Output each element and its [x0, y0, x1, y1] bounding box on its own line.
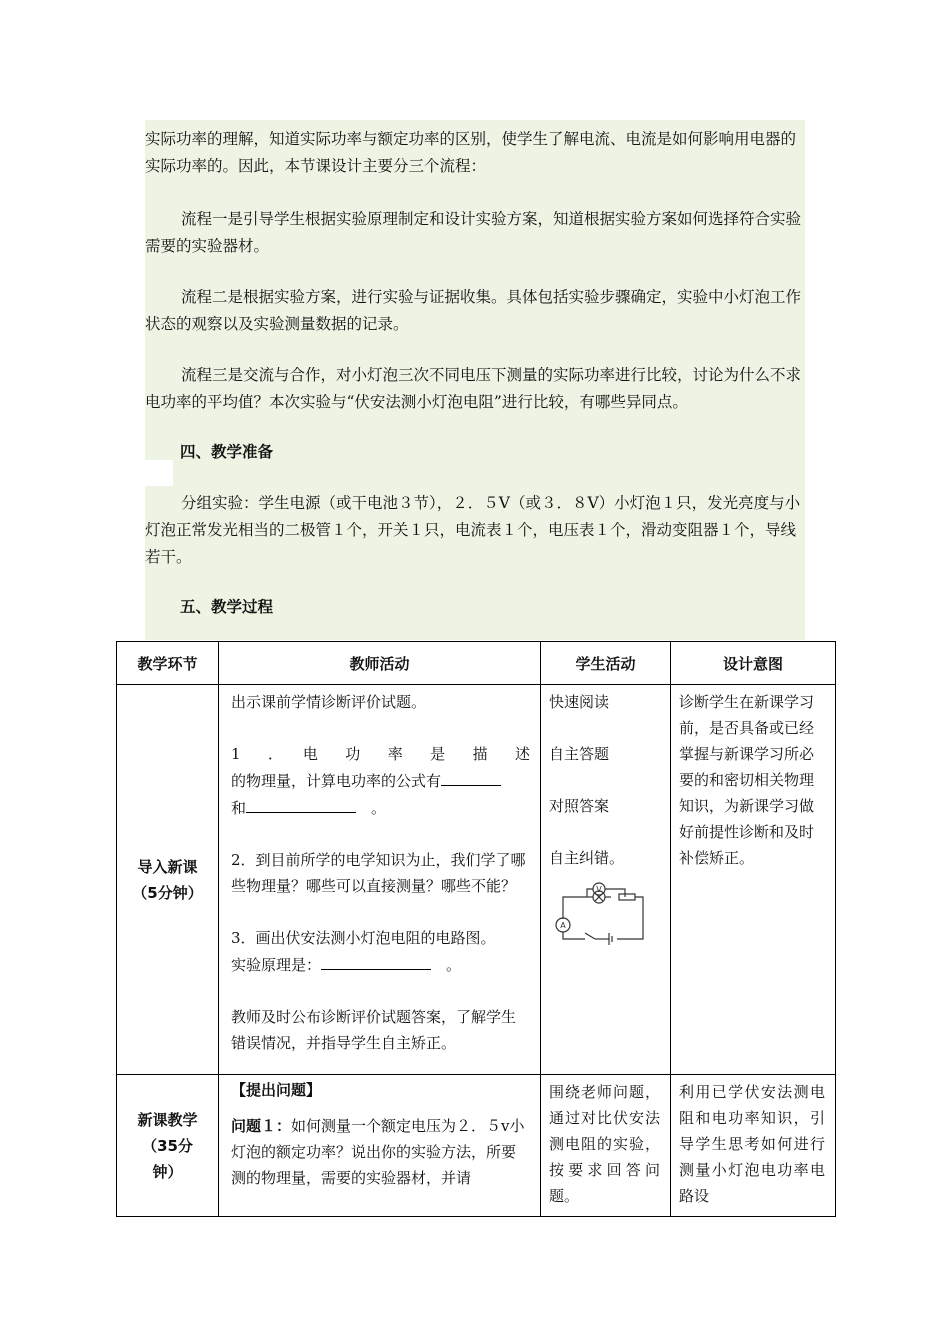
student-text: 围绕老师问题，通过对比伏安法测电阻的实验，按要求回答问题。 [549, 1083, 660, 1205]
table-row [117, 685, 836, 1075]
intro-paragraph-1: 实际功率的理解，知道实际功率与额定功率的区别，使学生了解电流、电流是如何影响用电器的实际功率的。因此，本节课设计主要分三个流程： [145, 130, 797, 175]
stage-time: 钟） [152, 1162, 183, 1181]
intent-text: 利用已学伏安法测电阻和电功率知识，引导学生思考如何进行测量小灯泡电功率电路设 [679, 1083, 825, 1205]
header-stage: 教学环节 [117, 642, 219, 685]
intro-paragraph-2: 流程一是引导学生根据实验原理制定和设计实验方案，知道根据实验方案如何选择符合实验需要的实验器材。 [145, 210, 802, 255]
question-1-part-c: 和 。 [231, 794, 530, 821]
section-4-heading: 四、教学准备 [180, 443, 274, 461]
student-step: 自主纠错。 [549, 849, 625, 867]
question-2: 2．到目前所学的电学知识为止，我们学了哪些物理量？哪些可以直接测量？哪些不能？ [231, 851, 526, 895]
table-row [117, 1075, 836, 1217]
stage-time: （35分 [142, 1136, 193, 1155]
teacher-question: 问题１：如何测量一个额定电压为２．５v小灯泡的额定功率？说出你的实验方法，所要测的物理量，需要的实验器材，并请 [231, 1117, 525, 1187]
stage-name: 新课教学 [137, 1110, 198, 1129]
header-teacher: 教师活动 [219, 642, 541, 685]
student-cell [541, 1075, 671, 1217]
student-step: 自主答题 [549, 745, 610, 763]
teacher-last-line: 教师及时公布诊断评价试题答案，了解学生错误情况，并指导学生自主矫正。 [231, 1008, 517, 1052]
teacher-cell [219, 1075, 541, 1217]
white-gap-box [145, 460, 173, 486]
intent-cell [671, 685, 836, 1075]
question-3-part-b: 实验原理是： 。 [231, 951, 530, 978]
answer-blank[interactable] [321, 951, 431, 970]
ammeter-label: A [560, 921, 566, 930]
question-1-part-a: 1 ． 电 功 率 是 描 述 [231, 745, 530, 763]
teacher-line-1: 出示课前学情诊断评价试题。 [231, 693, 427, 711]
table-header-row [117, 642, 836, 685]
header-intent: 设计意图 [671, 642, 836, 685]
intent-cell [671, 1075, 836, 1217]
stage-time: （5分钟） [132, 883, 203, 902]
teaching-process-table [116, 641, 836, 1217]
question-3-part-a: 3．画出伏安法测小灯泡电阻的电路图。 [231, 929, 496, 947]
teacher-title: 【提出问题】 [231, 1081, 322, 1099]
header-student: 学生活动 [541, 642, 671, 685]
student-step: 快速阅读 [549, 693, 610, 711]
section-4-text: 分组实验：学生电源（或干电池３节），２．５V（或３．８V）小灯泡１只，发光亮度与小灯泡正常发光相当的二极管１个，开关１只，电流表１个，电压表１个，滑动变阻器１个，导线若干。 [145, 494, 801, 566]
answer-blank[interactable] [246, 794, 356, 813]
student-step: 对照答案 [549, 797, 610, 815]
teacher-cell [219, 685, 541, 1075]
answer-blank[interactable] [441, 767, 501, 786]
stage-cell [117, 1075, 219, 1217]
intro-paragraph-3: 流程二是根据实验方案，进行实验与证据收集。具体包括实验步骤确定，实验中小灯泡工作状态的观察以及实验测量数据的记录。 [145, 288, 802, 333]
section-5-heading: 五、教学过程 [180, 598, 274, 616]
intro-paragraph-4: 流程三是交流与合作，对小灯泡三次不同电压下测量的实际功率进行比较，讨论为什么不求电功率的平均值？本次实验与“伏安法测小灯泡电阻”进行比较，有哪些异同点。 [145, 366, 802, 411]
stage-cell [117, 685, 219, 1075]
circuit-diagram [549, 879, 659, 955]
question-1-part-b: 的物理量，计算电功率的公式有 [231, 767, 530, 794]
student-cell [541, 685, 671, 1075]
voltmeter-label: V [596, 885, 602, 894]
intent-text: 诊断学生在新课学习前，是否具备或已经掌握与新课学习所必要的和密切相关物理知识，为新课学习做好前提性诊断和及时补偿矫正。 [679, 693, 815, 867]
stage-name: 导入新课 [137, 857, 198, 876]
